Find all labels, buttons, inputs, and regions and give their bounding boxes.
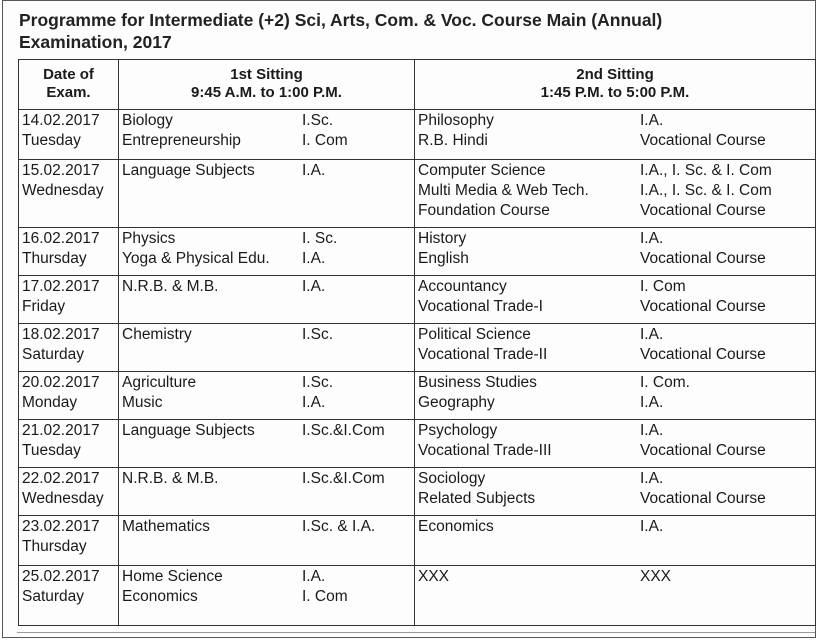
subject-name: Yoga & Physical Edu.	[122, 250, 270, 267]
first-sitting-cell	[119, 566, 415, 626]
subject-entry	[418, 421, 812, 441]
subject-entry	[418, 567, 812, 587]
stream-name: I.Sc.	[302, 112, 334, 129]
first-sitting-cell	[119, 516, 415, 566]
header-second-sitting	[415, 60, 816, 110]
subject-name: Economics	[418, 518, 494, 535]
stream-name: Vocational Course	[640, 490, 766, 507]
subject-entry	[418, 325, 812, 345]
subject-entry	[418, 441, 812, 461]
subject-entry	[418, 373, 812, 393]
first-sitting-cell	[119, 110, 415, 160]
subject-name: Accountancy	[418, 278, 507, 295]
stream-name: I.Sc. & I.A.	[302, 518, 376, 535]
subject-entry	[418, 201, 812, 221]
subject-entry	[418, 181, 812, 201]
stream-name: I. Sc.	[302, 230, 338, 247]
stream-name: I.A.	[640, 394, 664, 411]
header-s2-line-1: 2nd Sitting	[576, 66, 654, 83]
page-title	[19, 9, 815, 53]
table-row	[19, 276, 816, 324]
first-sitting-cell	[119, 276, 415, 324]
exam-programme-sheet	[2, 0, 816, 638]
subject-name: Biology	[122, 112, 173, 129]
subject-name: Economics	[122, 588, 198, 605]
exam-day: Saturday	[22, 346, 85, 363]
table-row	[19, 110, 816, 160]
subject-entry	[122, 421, 411, 441]
exam-day: Thursday	[22, 538, 87, 555]
subject-name: Psychology	[418, 422, 498, 439]
subject-entry	[122, 111, 411, 131]
second-sitting-cell	[415, 372, 816, 420]
subject-name: Foundation Course	[418, 202, 550, 219]
exam-date: 20.02.2017	[22, 374, 100, 391]
subject-name: Mathematics	[122, 518, 210, 535]
stream-name: I.A.	[640, 230, 664, 247]
stream-name: I.A.	[302, 250, 326, 267]
exam-day: Saturday	[22, 588, 85, 605]
stream-name: I.A.	[302, 278, 326, 295]
stream-name: I.Sc.	[302, 326, 334, 343]
stream-name: Vocational Course	[640, 202, 766, 219]
stream-name: Vocational Course	[640, 298, 766, 315]
first-sitting-cell	[119, 468, 415, 516]
subject-name: Geography	[418, 394, 495, 411]
subject-name: Physics	[122, 230, 176, 247]
exam-date: 22.02.2017	[22, 470, 100, 487]
second-sitting-cell	[415, 110, 816, 160]
subject-name: Entrepreneurship	[122, 132, 241, 149]
exam-date-cell	[19, 160, 119, 228]
subject-entry	[418, 517, 812, 537]
exam-date: 17.02.2017	[22, 278, 100, 295]
table-row	[19, 324, 816, 372]
title-line-1: Programme for Intermediate (+2) Sci, Arts, Com. & Voc. Course Main (Annual)	[19, 10, 663, 30]
stream-name: I. Com	[302, 132, 348, 149]
header-s2-line-2: 1:45 P.M. to 5:00 P.M.	[540, 84, 690, 101]
table-row	[19, 160, 816, 228]
exam-date: 14.02.2017	[22, 112, 100, 129]
header-s1-line-1: 1st Sitting	[230, 66, 303, 83]
header-first-sitting	[119, 60, 415, 110]
first-sitting-cell	[119, 324, 415, 372]
exam-schedule-table	[18, 59, 816, 626]
table-row	[19, 228, 816, 276]
second-sitting-cell	[415, 420, 816, 468]
subject-entry	[122, 587, 411, 607]
exam-date-cell	[19, 372, 119, 420]
subject-name: Computer Science	[418, 162, 546, 179]
subject-entry	[122, 567, 411, 587]
stream-name: I.A.	[302, 162, 326, 179]
exam-date: 15.02.2017	[22, 162, 100, 179]
table-body	[19, 110, 816, 626]
second-sitting-cell	[415, 468, 816, 516]
exam-day: Tuesday	[22, 132, 81, 149]
subject-entry	[122, 517, 411, 537]
table-header-row	[19, 60, 816, 110]
exam-day: Monday	[22, 394, 78, 411]
subject-name: English	[418, 250, 469, 267]
subject-name: N.R.B. & M.B.	[122, 278, 219, 295]
stream-name: I.Sc.&I.Com	[302, 422, 385, 439]
second-sitting-cell	[415, 566, 816, 626]
exam-date-cell	[19, 228, 119, 276]
bottom-divider	[17, 632, 815, 637]
subject-entry	[122, 249, 411, 269]
subject-name: Related Subjects	[418, 490, 536, 507]
subject-name: Chemistry	[122, 326, 192, 343]
subject-entry	[122, 229, 411, 249]
subject-entry	[122, 393, 411, 413]
subject-entry	[418, 229, 812, 249]
subject-entry	[122, 469, 411, 489]
table-row	[19, 372, 816, 420]
second-sitting-cell	[415, 324, 816, 372]
header-date	[19, 60, 119, 110]
stream-name: I.A.	[640, 470, 664, 487]
subject-entry	[122, 161, 411, 181]
subject-name: Vocational Trade-III	[418, 442, 552, 459]
stream-name: I.A., I. Sc. & I. Com	[640, 182, 772, 199]
second-sitting-cell	[415, 228, 816, 276]
exam-date-cell	[19, 468, 119, 516]
stream-name: I. Com	[302, 588, 348, 605]
subject-name: Home Science	[122, 568, 223, 585]
subject-name: Philosophy	[418, 112, 494, 129]
subject-entry	[418, 249, 812, 269]
subject-entry	[122, 131, 411, 151]
stream-name: I.A.	[640, 112, 664, 129]
title-line-2: Examination, 2017	[19, 32, 172, 52]
header-date-line-1: Date of	[43, 66, 94, 83]
subject-entry	[418, 277, 812, 297]
stream-name: Vocational Course	[640, 346, 766, 363]
subject-entry	[418, 393, 812, 413]
subject-entry	[418, 131, 812, 151]
table-row	[19, 468, 816, 516]
header-date-line-2: Exam.	[46, 84, 91, 101]
first-sitting-cell	[119, 160, 415, 228]
subject-entry	[418, 111, 812, 131]
first-sitting-cell	[119, 228, 415, 276]
subject-name: Political Science	[418, 326, 531, 343]
exam-date-cell	[19, 516, 119, 566]
first-sitting-cell	[119, 372, 415, 420]
subject-name: Vocational Trade-II	[418, 346, 548, 363]
subject-name: Language Subjects	[122, 422, 255, 439]
table-row	[19, 516, 816, 566]
subject-name: Vocational Trade-I	[418, 298, 543, 315]
exam-day: Wednesday	[22, 182, 104, 199]
exam-date: 21.02.2017	[22, 422, 100, 439]
exam-day: Friday	[22, 298, 66, 315]
subject-name: Language Subjects	[122, 162, 255, 179]
subject-name: XXX	[418, 568, 450, 585]
subject-name: N.R.B. & M.B.	[122, 470, 219, 487]
stream-name: I. Com.	[640, 374, 690, 391]
exam-day: Tuesday	[22, 442, 81, 459]
subject-name: Agriculture	[122, 374, 197, 391]
subject-entry	[418, 489, 812, 509]
stream-name: I.Sc.&I.Com	[302, 470, 385, 487]
exam-day: Thursday	[22, 250, 87, 267]
exam-date: 18.02.2017	[22, 326, 100, 343]
subject-name: Business Studies	[418, 374, 537, 391]
table-row	[19, 566, 816, 626]
stream-name: I.A., I. Sc. & I. Com	[640, 162, 772, 179]
subject-entry	[418, 469, 812, 489]
exam-date: 25.02.2017	[22, 568, 100, 585]
exam-date-cell	[19, 566, 119, 626]
subject-entry	[418, 297, 812, 317]
exam-day: Wednesday	[22, 490, 104, 507]
stream-name: I.A.	[302, 394, 326, 411]
stream-name: I. Com	[640, 278, 686, 295]
second-sitting-cell	[415, 516, 816, 566]
stream-name: I.Sc.	[302, 374, 334, 391]
first-sitting-cell	[119, 420, 415, 468]
subject-entry	[122, 325, 411, 345]
exam-date-cell	[19, 110, 119, 160]
subject-entry	[122, 277, 411, 297]
stream-name: I.A.	[640, 422, 664, 439]
table-row	[19, 420, 816, 468]
subject-name: R.B. Hindi	[418, 132, 488, 149]
subject-entry	[418, 161, 812, 181]
stream-name: I.A.	[302, 568, 326, 585]
stream-name: Vocational Course	[640, 442, 766, 459]
exam-date: 16.02.2017	[22, 230, 100, 247]
stream-name: I.A.	[640, 518, 664, 535]
subject-name: Multi Media & Web Tech.	[418, 182, 589, 199]
stream-name: Vocational Course	[640, 250, 766, 267]
exam-date: 23.02.2017	[22, 518, 100, 535]
stream-name: XXX	[640, 568, 672, 585]
second-sitting-cell	[415, 160, 816, 228]
subject-name: Sociology	[418, 470, 486, 487]
subject-entry	[418, 345, 812, 365]
subject-name: History	[418, 230, 467, 247]
exam-date-cell	[19, 420, 119, 468]
stream-name: Vocational Course	[640, 132, 766, 149]
exam-date-cell	[19, 276, 119, 324]
header-s1-line-2: 9:45 A.M. to 1:00 P.M.	[191, 84, 342, 101]
exam-date-cell	[19, 324, 119, 372]
second-sitting-cell	[415, 276, 816, 324]
stream-name: I.A.	[640, 326, 664, 343]
subject-name: Music	[122, 394, 163, 411]
subject-entry	[122, 373, 411, 393]
